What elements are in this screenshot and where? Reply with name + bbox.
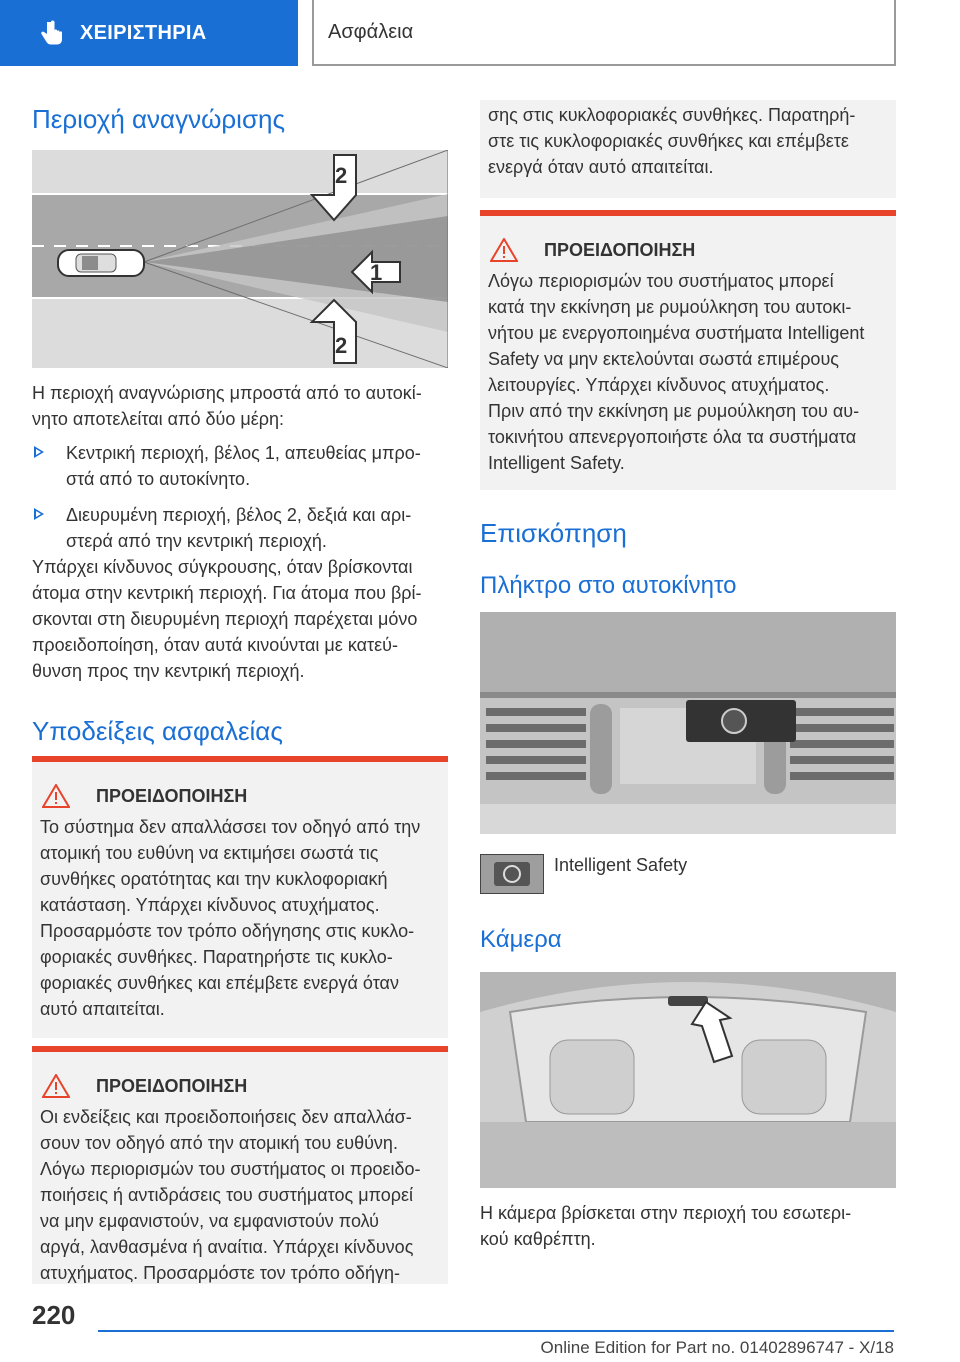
detection-intro-text: Η περιοχή αναγνώρισης μπροστά από το αυτοκί- νητο αποτελείται από δύο μέρη: bbox=[32, 383, 422, 429]
heading-detection-area: Περιοχή αναγνώρισης bbox=[32, 104, 285, 134]
warning-1-text: Το σύστημα δεν απαλλάσσει τον οδηγό από την ατομική του ευθύνη να εκτιμήσει σωστά τις συνθήκες ορατότητας και την κυκλοφοριακή κατάσταση. Υπάρχει κίνδυνος ατυχήματος. Προσαρμόστε τον τρόπο οδήγησης στις κυκλο- φοριακές συνθήκες. Παρατηρήστε τις κυκλο- φοριακές συνθήκες και επέμβετε ενεργά όταν αυτό απαιτείται. bbox=[40, 817, 421, 1019]
page-number: 220 bbox=[32, 1300, 76, 1330]
footer-divider bbox=[98, 1330, 894, 1332]
warning-triangle-icon bbox=[42, 1074, 70, 1098]
warning-box-3 bbox=[480, 210, 896, 490]
warning-box-2-continued bbox=[480, 100, 896, 198]
list-item: Κεντρική περιοχή, βέλος 1, απευθείας μπρο- στά από το αυτοκίνητο. bbox=[32, 440, 448, 492]
triangle-bullet-icon bbox=[34, 508, 44, 520]
dashboard-button-photo bbox=[480, 612, 896, 834]
triangle-bullet-icon bbox=[34, 446, 44, 458]
warning-2-text: Οι ενδείξεις και προειδοποιήσεις δεν απαλλάσ- σουν τον οδηγό από την ατομική του ευθύνη. Λόγω περιορισμών του συστήματος οι προειδο- ποιήσεις ή αντιδράσεις του συστήματος μπορεί να μην εμφανιστούν, να εμφανιστούν πολύ αργά, λανθασμένα ή αναίτια. Υπάρχει κίνδυνος ατυχήματος. Προσαρμόστε τον τρόπο οδήγη- bbox=[40, 1107, 421, 1283]
list-item: Διευρυμένη περιοχή, βέλος 2, δεξιά και αρι- στερά από την κεντρική περιοχή. bbox=[32, 502, 448, 554]
header-subsection bbox=[312, 0, 896, 66]
detection-bullet-list bbox=[32, 440, 448, 554]
warning-2-text-continued: σης στις κυκλοφοριακές συνθήκες. Παρατηρή- στε τις κυκλοφοριακές συνθήκες και επέμβετε ενεργά όταν αυτό απαιτείται. bbox=[488, 105, 856, 177]
intelligent-safety-button-icon bbox=[722, 709, 746, 733]
button-caption: Intelligent Safety bbox=[554, 855, 688, 875]
car-interior-camera-photo bbox=[480, 972, 896, 1188]
heading-camera: Κάμερα bbox=[480, 926, 562, 953]
heading-overview: Επισκόπηση bbox=[480, 518, 627, 548]
warning-3-text: Λόγω περιορισμών του συστήματος μπορεί κατά την εκκίνηση με ρυμούλκηση του αυτοκι- νήτου με ενεργοποιημένα συστήματα Intelligent Safety να μην εκτελούνται σωστά επιμέρους λειτουργίες. Υπάρχει κίνδυνος ατυχήματος. Πριν από την εκκίνηση με ρυμούλκηση του αυ- τοκινήτου απενεργοποιήστε όλα τα συστήματα Intelligent Safety. bbox=[488, 271, 865, 473]
warning-1-title: ΠΡΟΕΙΔΟΠΟΙΗΣΗ bbox=[96, 785, 248, 806]
svg-text:2: 2 bbox=[335, 333, 348, 358]
warning-3-title: ΠΡΟΕΙΔΟΠΟΙΗΣΗ bbox=[544, 239, 696, 260]
heading-button-in-car: Πλήκτρο στο αυτοκίνητο bbox=[480, 572, 737, 599]
warning-box-2 bbox=[32, 1046, 448, 1284]
header-section-label: ΧΕΙΡΙΣΤΗΡΙΑ bbox=[80, 21, 207, 44]
camera-text: Η κάμερα βρίσκεται στην περιοχή του εσωτερι- κού καθρέπτη. bbox=[480, 1203, 852, 1249]
hand-pointer-icon bbox=[38, 19, 66, 47]
warning-2-title: ΠΡΟΕΙΔΟΠΟΙΗΣΗ bbox=[96, 1075, 248, 1096]
warning-triangle-icon bbox=[490, 238, 518, 262]
intelligent-safety-button-icon bbox=[480, 854, 544, 894]
svg-text:2: 2 bbox=[335, 163, 348, 188]
warning-triangle-icon bbox=[42, 784, 70, 808]
detection-area-diagram bbox=[32, 150, 448, 368]
car-icon bbox=[58, 250, 144, 276]
warning-box-1 bbox=[32, 756, 448, 1038]
footer-edition-text: Online Edition for Part no. 01402896747 - X/18 bbox=[540, 1338, 894, 1357]
header-subsection-label: Ασφάλεια bbox=[328, 20, 414, 43]
detection-body-text: Υπάρχει κίνδυνος σύγκρουσης, όταν βρίσκονται άτομα στην κεντρική περιοχή. Για άτομα που βρί- σκονται στη διευρυμένη περιοχή παρέχεται μόνο προειδοποίηση, όταν αυτά κινούνται με κατεύ- θυνση προς την κεντρική περιοχή. bbox=[32, 557, 422, 681]
svg-text:1: 1 bbox=[370, 260, 383, 285]
header-section-tab[interactable] bbox=[0, 0, 298, 66]
heading-safety-notes: Υποδείξεις ασφαλείας bbox=[32, 716, 283, 746]
